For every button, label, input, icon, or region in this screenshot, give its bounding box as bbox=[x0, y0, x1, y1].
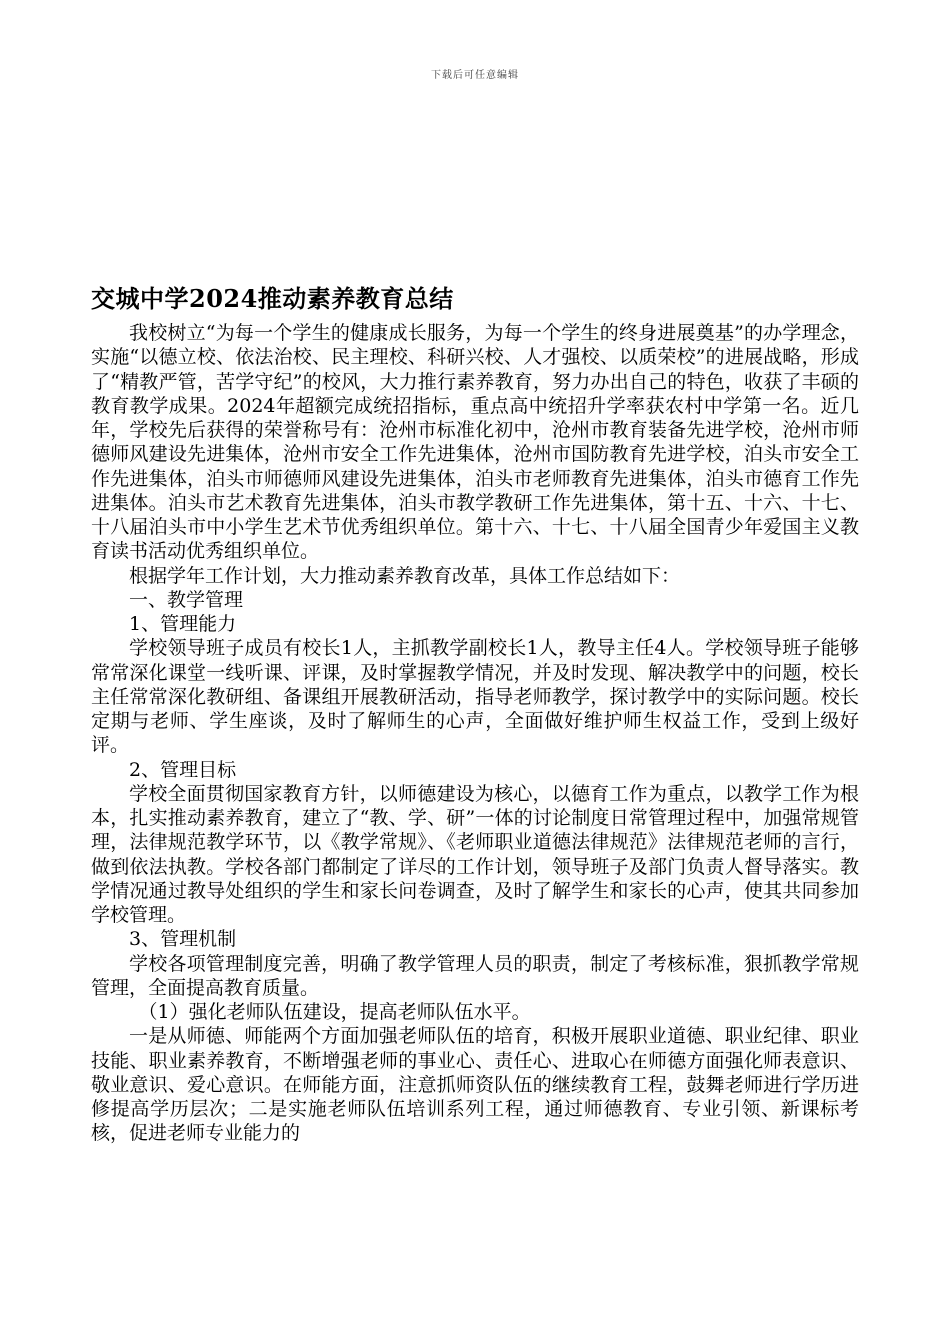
paragraph-management-goals: 学校全面贯彻国家教育方针，以师德建设为核心，以德育工作为重点，以教学工作为根本，扎实推动素养教育，建立了“教、学、研”一体的讨论制度日常管理过程中，加强常规管理，法律规范教学环节，以《教学常规》、《老师职业道德法律规范》法律规范老师的言行，做到依法执教。学校各部门都制定了详尽的工作计划，领导班子及部门负责人督导落实。教学情况通过教导处组织的学生和家长问卷调查，及时了解学生和家长的心声，使其共同参加学校管理。 bbox=[91, 782, 859, 926]
paragraph-summary-lead: 根据学年工作计划，大力推动素养教育改革，具体工作总结如下： bbox=[129, 564, 681, 587]
document-title: 交城中学2024推动素养教育总结 bbox=[91, 284, 454, 313]
item-heading-teacher-team: （1）强化老师队伍建设，提高老师队伍水平。 bbox=[138, 1001, 531, 1023]
paragraph-teacher-team: 一是从师德、师能两个方面加强老师队伍的培育，积极开展职业道德、职业纪律、职业技能、职业素养教育，不断增强老师的事业心、责任心、进取心在师德方面强化师表意识、敬业意识、爱心意识。在师能方面，注意抓师资队伍的继续教育工程，鼓舞老师进行学历进修提高学历层次；二是实施老师队伍培训系列工程，通过师德教育、专业引领、新课标考核，促进老师专业能力的 bbox=[91, 1025, 859, 1145]
section-heading-teaching-management: 一、教学管理 bbox=[129, 588, 244, 611]
subsection-heading-management-goals: 2、管理目标 bbox=[129, 758, 237, 781]
paragraph-management-ability: 学校领导班子成员有校长1人，主抓教学副校长1人，教导主任4人。学校领导班子能够常常深化课堂一线听课、评课，及时掌握教学情况，并及时发现、解决教学中的问题，校长主任常常深化教研组、备课组开展教研活动，指导老师教学，探讨教学中的实际问题。校长定期与老师、学生座谈，及时了解师生的心声，全面做好维护师生权益工作，受到上级好评。 bbox=[91, 637, 859, 757]
paragraph-management-mechanism: 学校各项管理制度完善，明确了教学管理人员的职责，制定了考核标准，狠抓教学常规管理，全面提高教育质量。 bbox=[91, 952, 859, 999]
page-header-note: 下载后可任意编辑 bbox=[431, 70, 519, 81]
subsection-heading-management-ability: 1、管理能力 bbox=[129, 613, 237, 635]
document-body bbox=[91, 321, 859, 1146]
subsection-heading-management-mechanism: 3、管理机制 bbox=[129, 928, 237, 951]
paragraph-intro: 我校树立“为每一个学生的健康成长服务，为每一个学生的终身进展奠基”的办学理念，实施“以德立校、依法治校、民主理校、科研兴校、人才强校、以质荣校”的进展战略，形成了“精教严管，苦学守纪”的校风，大力推行素养教育，努力办出自己的特色，收获了丰硕的教育教学成果。2024年超额完成统招指标，重点高中统招升学率获农村中学第一名。近几年，学校先后获得的荣誉称号有：沧州市标准化初中，沧州市教育装备先进学校，沧州市师德师风建设先进集体，沧州市安全工作先进集体，沧州市国防教育先进学校，泊头市安全工作先进集体，泊头市师德师风建设先进集体，泊头市老师教育先进集体，泊头市德育工作先进集体。泊头市艺术教育先进集体，泊头市教学教研工作先进集体，第十五、十六、十七、十八届泊头市中小学生艺术节优秀组织单位。第十六、十七、十八届全国青少年爱国主义教育读书活动优秀组织单位。 bbox=[91, 322, 859, 563]
